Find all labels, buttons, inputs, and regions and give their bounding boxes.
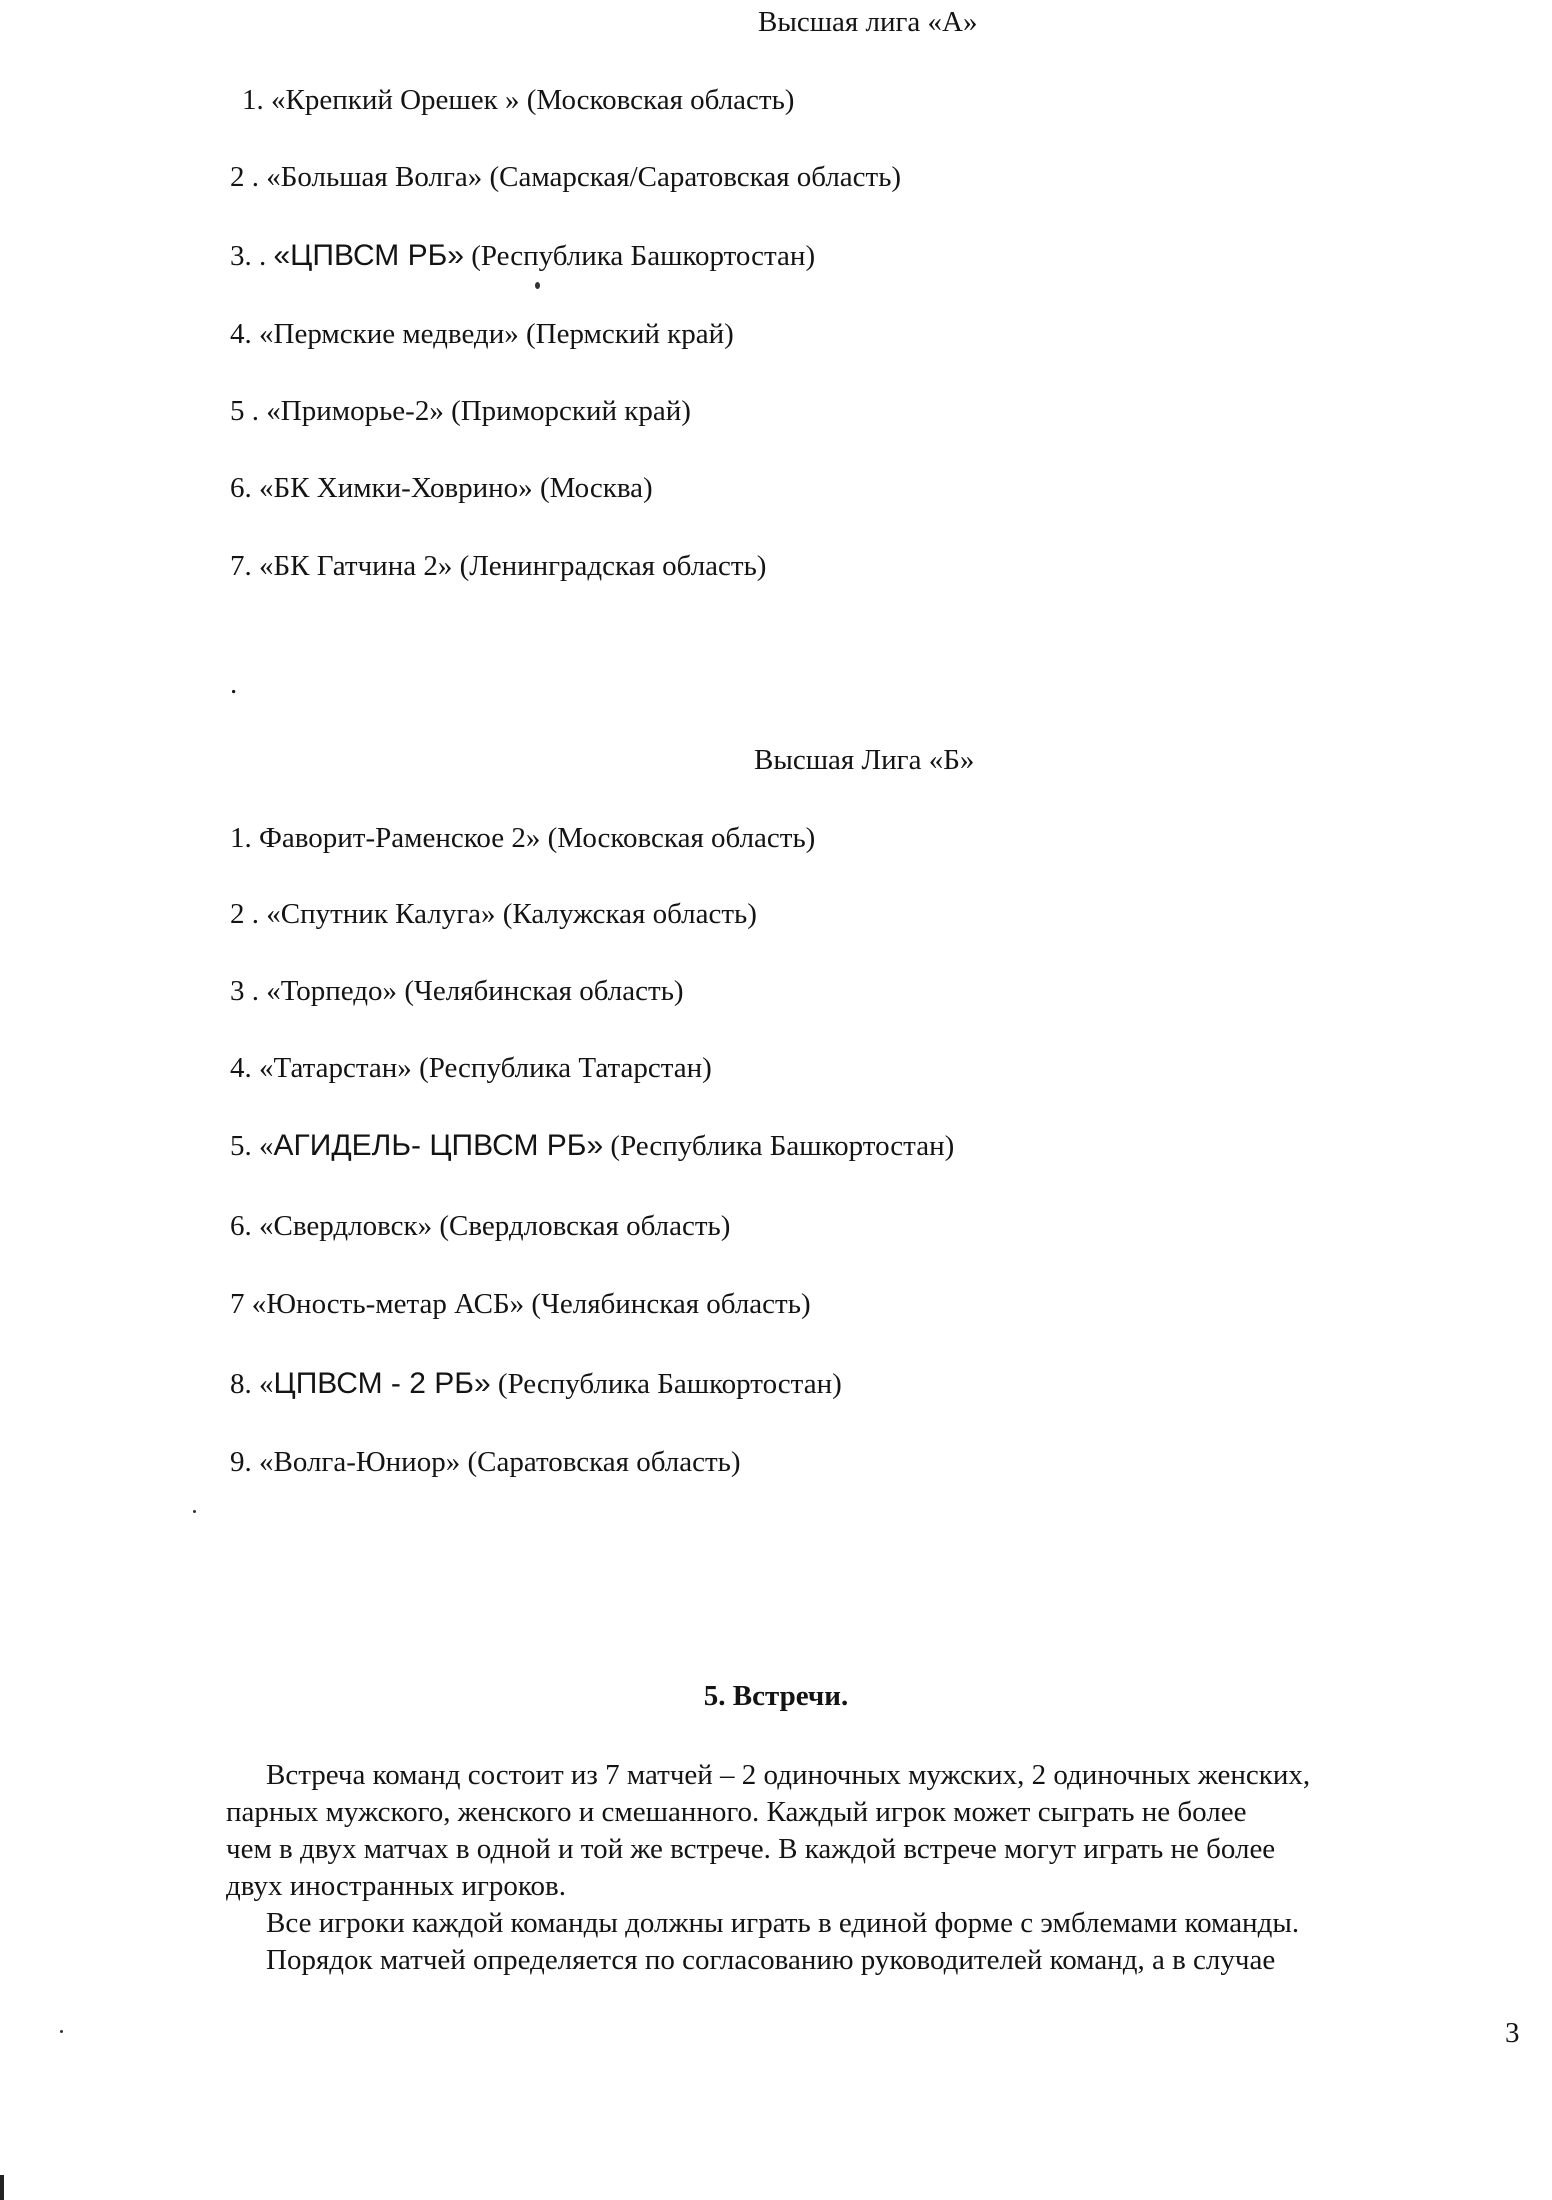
team-region: (Московская область): [547, 822, 816, 854]
team-region: (Челябинская область): [404, 975, 684, 1007]
league-b-item-3: [230, 975, 684, 1008]
team-region: (Республика Башкортостан): [610, 1130, 955, 1162]
team-name: «Приморье-2»: [266, 395, 444, 427]
team-name: «Татарстан»: [259, 1052, 412, 1084]
team-region: (Самарская/Саратовская область): [489, 161, 902, 193]
item-number: 3 .: [230, 975, 259, 1007]
team-name: «ЦПВСМ РБ»: [273, 239, 464, 272]
item-number: 7: [230, 1288, 245, 1320]
scan-speck: [535, 282, 540, 289]
team-region: (Калужская область): [502, 898, 757, 930]
league-b-item-5: [230, 1129, 954, 1163]
team-name: ЦПВСМ - 2 РБ»: [273, 1367, 491, 1400]
league-a-title: Высшая лига «А»: [758, 6, 978, 38]
league-a-item-2: [230, 161, 901, 194]
page-number: 3: [1505, 2017, 1520, 2049]
section-5-line-3: чем в двух матчах в одной и той же встрече. В каждой встрече могут играть не более: [226, 1833, 1276, 1865]
league-b-item-6: [230, 1210, 730, 1243]
team-region: (Челябинская область): [531, 1288, 811, 1320]
league-a-item-3: [230, 239, 815, 273]
team-name: «Крепкий Орешек »: [271, 84, 520, 116]
team-name: «Торпедо»: [266, 975, 398, 1007]
league-a-item-6: [230, 472, 653, 505]
league-b-item-7: [230, 1288, 811, 1321]
team-region: (Республика Татарстан): [419, 1052, 712, 1084]
league-b-item-2: [230, 898, 757, 931]
team-name: «Пермские медведи»: [259, 318, 519, 350]
item-number: 3. .: [230, 240, 267, 272]
league-a-item-4: [230, 318, 734, 351]
team-name: «БК Гатчина 2»: [259, 550, 453, 582]
item-number: 5 .: [230, 395, 259, 427]
item-number: 5. «: [230, 1130, 274, 1162]
item-number: 1.: [230, 822, 252, 854]
item-number: 2 .: [230, 161, 259, 193]
league-b-title: Высшая Лига «Б»: [754, 744, 975, 776]
item-number: 7.: [230, 550, 252, 582]
team-name: Фаворит-Раменское 2»: [259, 822, 541, 854]
league-b-item-9: [230, 1446, 741, 1479]
team-name: «Волга-Юниор»: [259, 1446, 461, 1478]
team-name: «Спутник Калуга»: [266, 898, 496, 930]
item-number: 6.: [230, 472, 252, 504]
item-number: 6.: [230, 1210, 252, 1242]
team-region: (Республика Башкортостан): [497, 1368, 842, 1400]
team-region: (Москва): [539, 472, 653, 504]
item-number: 9.: [230, 1446, 252, 1478]
league-a-item-5: [230, 395, 691, 428]
item-number: 8. «: [230, 1368, 274, 1400]
league-a-item-1: [242, 84, 794, 117]
team-name: АГИДЕЛЬ- ЦПВСМ РБ»: [273, 1129, 604, 1162]
section-5-line-1: Встреча команд состоит из 7 матчей – 2 одиночных мужских, 2 одиночных женских,: [266, 1759, 1311, 1791]
section-5-line-5: Все игроки каждой команды должны играть в единой форме с эмблемами команды.: [266, 1907, 1300, 1939]
team-name: «Свердловск»: [259, 1210, 433, 1242]
team-region: (Московская область): [526, 84, 795, 116]
team-region: (Свердловская область): [439, 1210, 731, 1242]
team-region: (Ленинградская область): [459, 550, 767, 582]
section-5-title: 5. Встречи.: [703, 1680, 849, 1712]
league-b-item-1: [230, 822, 815, 855]
team-region: (Республика Башкортостан): [471, 240, 816, 272]
team-region: (Пермский край): [525, 318, 734, 350]
item-number: 4.: [230, 318, 252, 350]
league-b-item-4: [230, 1052, 712, 1085]
league-a-item-7: [230, 550, 766, 583]
item-number: 2 .: [230, 898, 259, 930]
scan-speck: [60, 2030, 63, 2033]
item-number: 1.: [242, 84, 264, 116]
team-name: «БК Химки-Ховрино»: [259, 472, 533, 504]
item-number: 4.: [230, 1052, 252, 1084]
stray-dot: .: [230, 668, 238, 700]
team-name: «Большая Волга»: [266, 161, 483, 193]
team-region: (Приморский край): [451, 395, 691, 427]
section-5-line-4: двух иностранных игроков.: [226, 1870, 566, 1902]
section-5-line-6: Порядок матчей определяется по согласованию руководителей команд, а в случае: [266, 1944, 1276, 1976]
scan-edge-mark: [0, 2175, 4, 2200]
league-b-item-8: [230, 1367, 842, 1401]
section-5-line-2: парных мужского, женского и смешанного. Каждый игрок может сыграть не более: [226, 1796, 1247, 1828]
scan-speck: [193, 1510, 196, 1513]
team-name: «Юность-метар АСБ»: [251, 1288, 525, 1320]
team-region: (Саратовская область): [467, 1446, 741, 1478]
